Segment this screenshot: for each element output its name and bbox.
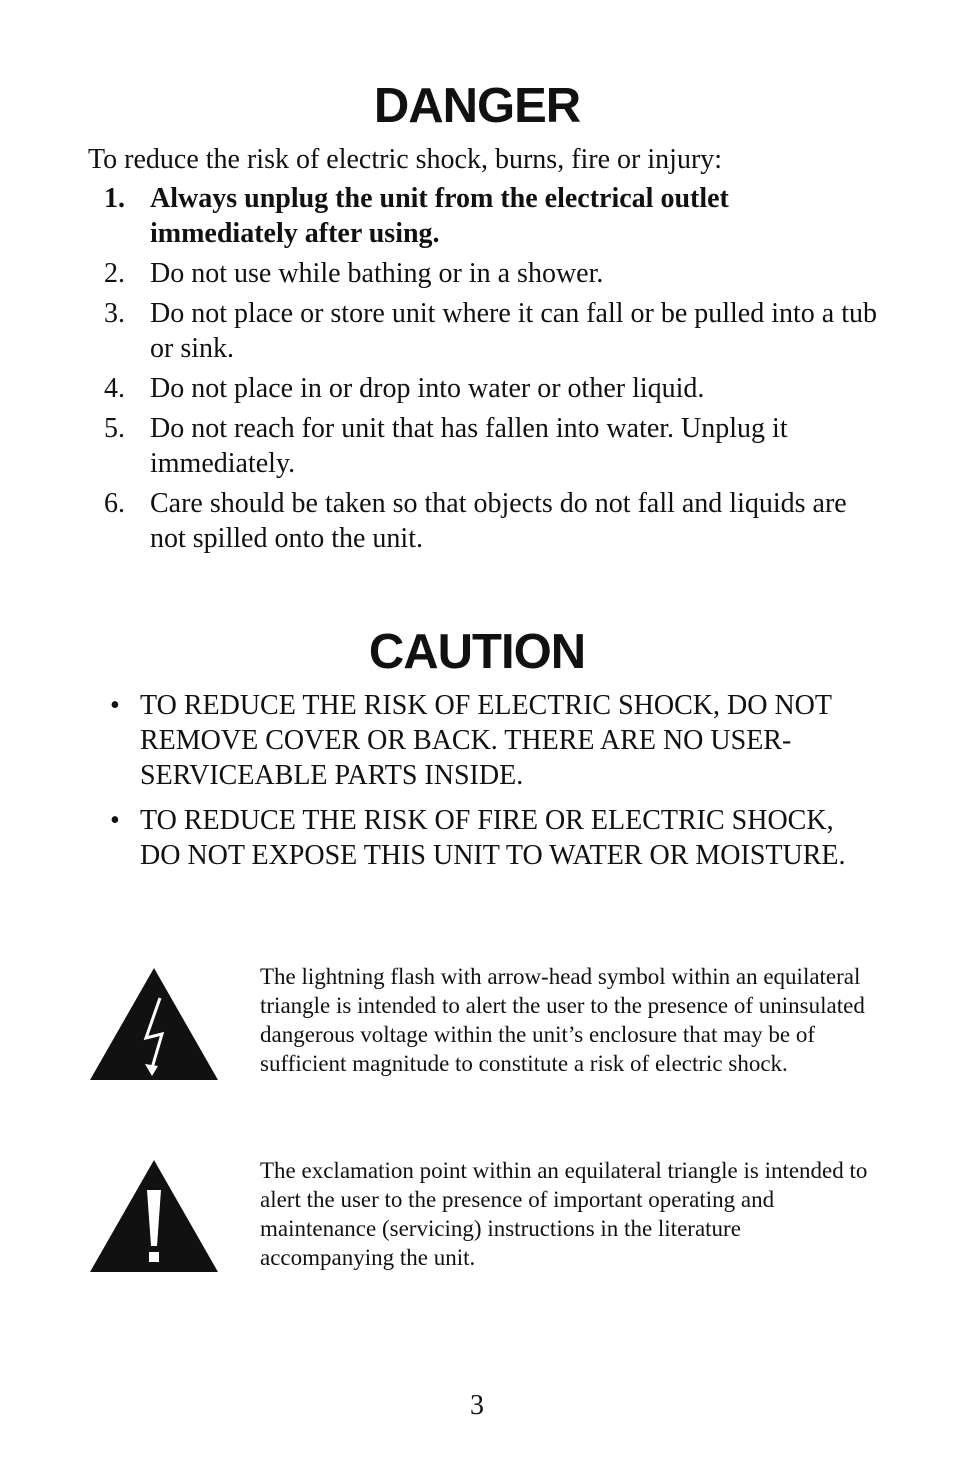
bullet: •	[110, 690, 120, 721]
list-item	[100, 296, 880, 366]
list-item-number: 2.	[104, 258, 125, 289]
exclamation-symbol-description: The exclamation point within an equilateral triangle is intended to alert the user to the presence of important operating and maintenance (servicing) instructions in the literature accompanying the unit.	[260, 1158, 868, 1270]
list-item	[100, 371, 880, 406]
bullet: •	[110, 805, 120, 836]
list-item-text: Do not reach for unit that has fallen into water. Unplug it immediately.	[150, 413, 788, 479]
list-item-text: Do not use while bathing or in a shower.	[150, 258, 604, 289]
list-item-text: Do not place or store unit where it can fall or be pulled into a tub or sink.	[150, 298, 878, 364]
lightning-symbol-description: The lightning flash with arrow-head symbol within an equilateral triangle is intended to alert the user to the presence of uninsulated dangerous voltage within the unit’s enclosure that may be of sufficient magnitude to constitute a risk of electric shock.	[260, 964, 865, 1076]
caution-list	[108, 688, 868, 883]
list-item-number: 3.	[104, 298, 125, 329]
list-item	[108, 803, 868, 873]
danger-list	[100, 181, 880, 561]
list-item	[100, 181, 880, 251]
list-item	[100, 486, 880, 556]
list-item	[108, 688, 868, 793]
list-item-number: 6.	[104, 488, 125, 519]
list-item-number: 4.	[104, 373, 125, 404]
list-item-text: TO REDUCE THE RISK OF FIRE OR ELECTRIC SHOCK, DO NOT EXPOSE THIS UNIT TO WATER OR MOISTURE.	[140, 805, 846, 871]
list-item	[100, 256, 880, 291]
list-item-text: Care should be taken so that objects do not fall and liquids are not spilled onto the unit.	[150, 488, 847, 554]
list-item-number: 5.	[104, 413, 125, 444]
lightning-triangle-icon	[90, 968, 218, 1082]
list-item-text: Always unplug the unit from the electrical outlet immediately after using.	[150, 183, 729, 249]
danger-heading: DANGER	[373, 79, 581, 133]
danger-intro: To reduce the risk of electric shock, burns, fire or injury:	[88, 144, 723, 175]
caution-heading: CAUTION	[368, 625, 586, 679]
list-item-text: Do not place in or drop into water or other liquid.	[150, 373, 705, 404]
list-item-text: TO REDUCE THE RISK OF ELECTRIC SHOCK, DO NOT REMOVE COVER OR BACK. THERE ARE NO USER-SERVICEABLE PARTS INSIDE.	[140, 690, 832, 791]
list-item	[100, 411, 880, 481]
exclamation-triangle-icon	[90, 1160, 218, 1274]
list-item-number: 1.	[104, 183, 125, 214]
page-number: 3	[470, 1390, 484, 1421]
